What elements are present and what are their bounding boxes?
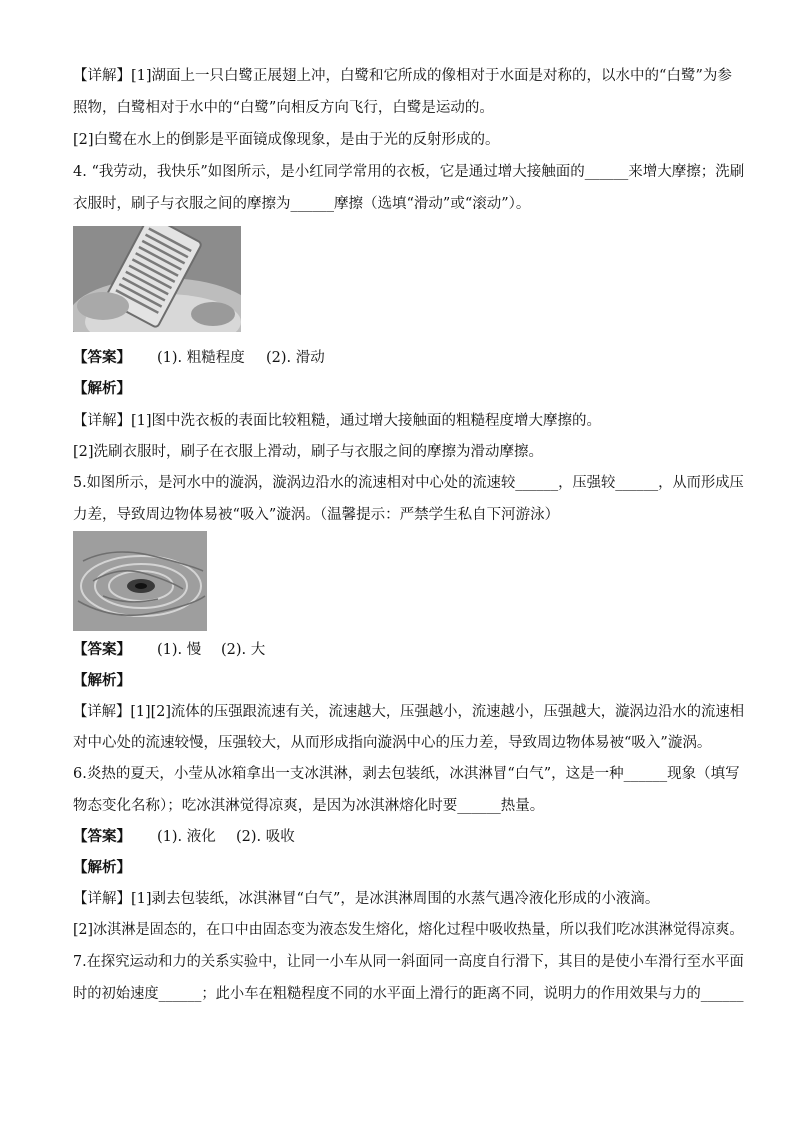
answer-label: 【答案】 [73, 828, 131, 845]
analysis-label: 【解析】 [73, 380, 131, 397]
text-line: 照物，白鹭相对于水中的“白鹭”向相反方向飞行，白鹭是运动的。 [73, 100, 494, 116]
answer-value: (2). 吸收 [236, 829, 295, 845]
question-4-line: 4. “我劳动，我快乐”如图所示，是小红同学常用的衣板，它是通过增大接触面的______来增大摩擦；洗刷 [73, 164, 745, 180]
question-4-line: 衣服时，刷子与衣服之间的摩擦为______摩擦（选填“滑动”或“滚动”）。 [73, 196, 531, 212]
answer-value: (2). 大 [221, 642, 266, 658]
answer-value: (1). 粗糙程度 [157, 350, 245, 366]
answer-value: (2). 滑动 [266, 350, 325, 366]
question-6-line: 6.炎热的夏天，小莹从冰箱拿出一支冰淇淋，剥去包装纸，冰淇淋冒“白气”，这是一种______现象（填写 [73, 766, 740, 782]
whirlpool-image [73, 531, 207, 631]
text-line: 【详解】[1]剥去包装纸，冰淇淋冒“白气”，是冰淇淋周围的水蒸气遇冷液化形成的小液滴。 [73, 891, 660, 907]
question-5-line: 力差，导致周边物体易被“吸入”漩涡。（温馨提示：严禁学生私自下河游泳） [73, 507, 560, 523]
text-line: 对中心处的流速较慢，压强较大，从而形成指向漩涡中心的压力差，导致周边物体易被“吸入”漩涡。 [73, 735, 712, 751]
answer-value: (1). 液化 [157, 829, 216, 845]
text-line: [2]白鹭在水上的倒影是平面镜成像现象，是由于光的反射形成的。 [73, 132, 500, 148]
analysis-label: 【解析】 [73, 859, 131, 876]
text-line: 【详解】[1]湖面上一只白鹭正展翅上冲，白鹭和它所成的像相对于水面是对称的，以水中的“白鹭”为参 [73, 68, 732, 84]
question-7-line: 时的初始速度______；此小车在粗糙程度不同的水平面上滑行的距离不同，说明力的作用效果与力的______ [73, 986, 744, 1002]
text-line: 【详解】[1][2]流体的压强跟流速有关，流速越大，压强越小，流速越小，压强越大，漩涡边沿水的流速相 [73, 704, 745, 720]
text-line: 【详解】[1]图中洗衣板的表面比较粗糙，通过增大接触面的粗糙程度增大摩擦的。 [73, 413, 602, 429]
washboard-image [73, 226, 241, 332]
analysis-label: 【解析】 [73, 672, 131, 689]
text-line: [2]洗刷衣服时，刷子在衣服上滑动，刷子与衣服之间的摩擦为滑动摩擦。 [73, 444, 544, 460]
text-line: [2]冰淇淋是固态的，在口中由固态变为液态发生熔化，熔化过程中吸收热量，所以我们吃冰淇淋觉得凉爽。 [73, 922, 744, 938]
question-7-line: 7.在探究运动和力的关系实验中，让同一小车从同一斜面同一高度自行滑下，其目的是使小车滑行至水平面 [73, 954, 744, 970]
question-6-line: 物态变化名称）；吃冰淇淋觉得凉爽，是因为冰淇淋熔化时要______热量。 [73, 798, 545, 814]
question-5-line: 5.如图所示，是河水中的漩涡，漩涡边沿水的流速相对中心处的流速较______，压强较______，从而形成压 [73, 475, 744, 491]
answer-label: 【答案】 [73, 641, 131, 658]
answer-value: (1). 慢 [157, 642, 202, 658]
answer-label: 【答案】 [73, 349, 131, 366]
